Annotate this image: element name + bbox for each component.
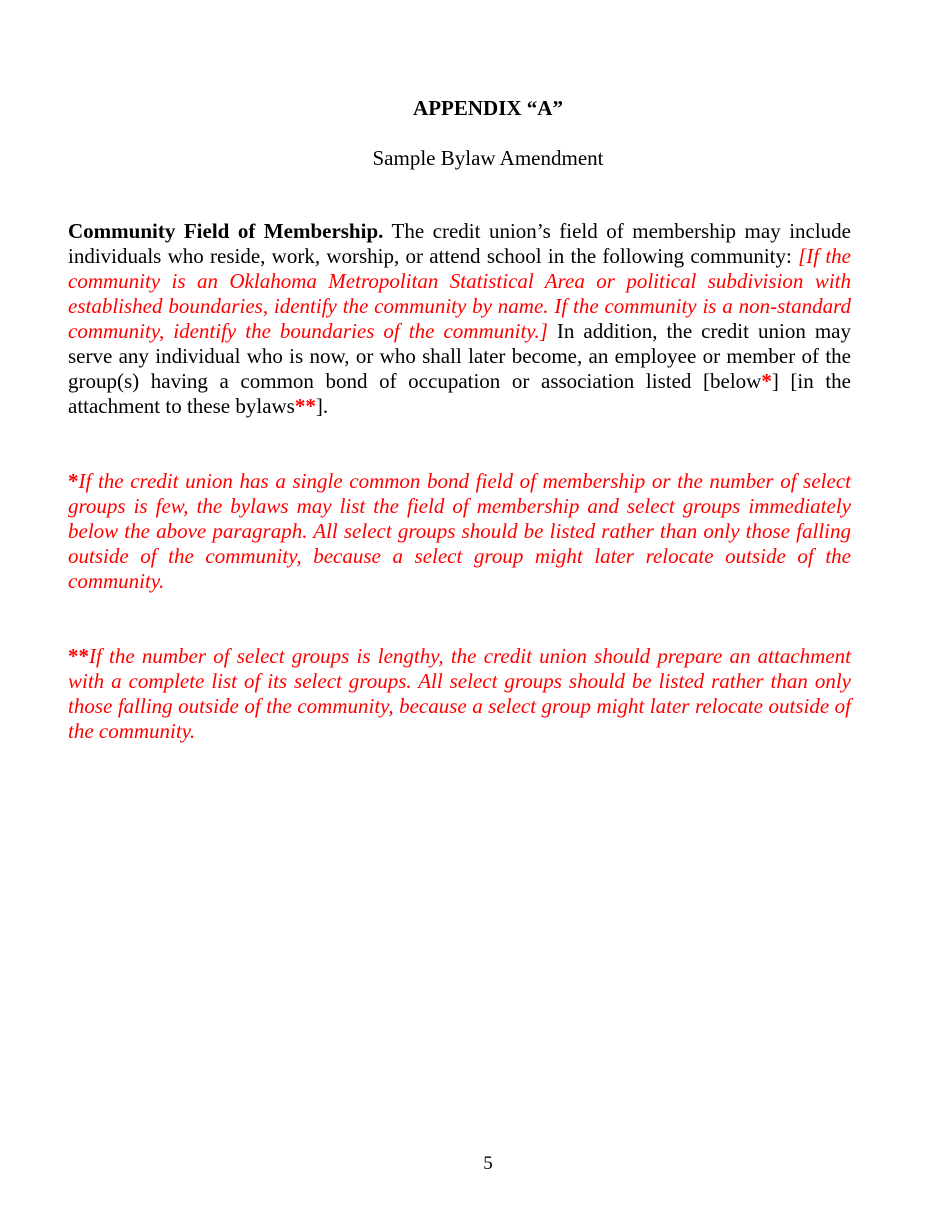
footnote-single-asterisk	[68, 469, 851, 594]
footnote-double-asterisk	[68, 644, 851, 744]
option-attachment-close: ].	[315, 394, 329, 418]
footnote-text: If the credit union has a single common bond field of membership or the number of select groups is few, the bylaws may list the field of membership and select groups immediately below the above paragraph. All select groups should be listed rather than only those falling outside of the community, because a select group might later relocate outside of the community.	[68, 469, 851, 593]
appendix-title: APPENDIX “A”	[413, 96, 563, 120]
section-heading: Community Field of Membership.	[68, 219, 384, 243]
option-attachment-open: [in the attachment to these bylaws	[68, 369, 852, 418]
community-instruction: [If the community is an Oklahoma Metropolitan Statistical Area or political subdivision with established boundaries, identify the community by name. If the community is a non-standard community, identify the boundaries of the community.]	[68, 244, 851, 343]
paragraph-intro: The credit union’s field of membership may include individuals who reside, work, worship, or attend school in the following community:	[68, 219, 852, 268]
appendix-subtitle: Sample Bylaw Amendment	[372, 146, 604, 170]
double-asterisk-marker: **	[294, 394, 316, 418]
footnote-marker: *	[68, 469, 79, 493]
single-asterisk-marker: *	[761, 369, 772, 393]
footnote-text: If the number of select groups is lengthy, the credit union should prepare an attachment with a complete list of its select groups. All select groups should be listed rather than only those falling outside of the community, because a select group might later relocate outside of the community.	[68, 644, 851, 743]
page-number: 5	[483, 1153, 493, 1174]
footnote-marker: **	[68, 644, 89, 668]
paragraph-continuation: In addition, the credit union may serve any individual who is now, or who shall later become, an employee or member of the group(s) having a common bond of occupation or association listed	[68, 319, 851, 393]
bylaw-paragraph	[68, 219, 851, 419]
option-below-close: ]	[771, 369, 779, 393]
option-below-open: [below	[703, 369, 762, 393]
